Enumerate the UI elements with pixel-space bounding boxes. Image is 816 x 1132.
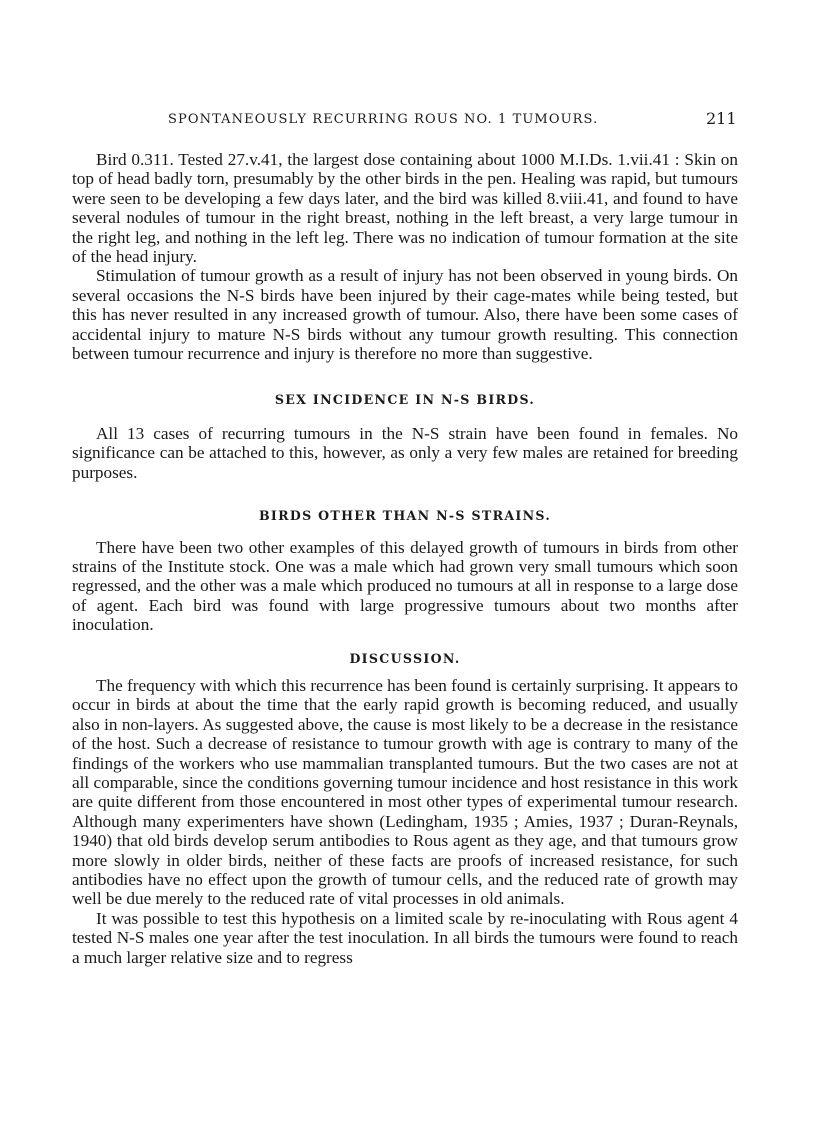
paragraph-discussion-1: The frequency with which this recurrence has been found is certainly surprising. It appears to occur in birds at about the time that the early rapid growth is becoming reduced, and usually also in non-layers. As suggested above, the cause is most likely to be a decrease in the resistance of the host. Such a decrease of resistance to tumour growth with age is contrary to many of the findings of the workers who use mammalian transplanted tumours. But the two cases are not at all comparable, since the conditions governing tumour incidence and host resistance in this work are quite different from those encountered in most other types of experimental tumour research. Although many experimenters have shown (Ledingham, 1935 ; Amies, 1937 ; Duran-Reynals, 1940) that old birds develop serum antibodies to Rous agent as they age, and that tumours grow more slowly in older birds, neither of these facts are proofs of increased resistance, for such antibodies have no effect upon the growth of tumour cells, and the reduced rate of growth may well be due merely to the reduced rate of vital processes in old animals. (72, 675, 738, 909)
running-header (0, 109, 816, 134)
paragraph-bird-0311: Bird 0.311. Tested 27.v.41, the largest dose containing about 1000 M.I.Ds. 1.vii.41 : Skin on top of head badly torn, presumably by the other birds in the pen. Healing was rapid, but tumours were seen to be developing a few days later, and the bird was killed 8.viii.41, and found to have several nodules of tumour in the right breast, nothing in the left breast, a very large tumour in the right leg, and nothing in the left leg. There was no indication of tumour formation at the site of the head injury. (72, 150, 738, 267)
heading-discussion: DISCUSSION. (349, 650, 461, 666)
paragraph-stimulation: Stimulation of tumour growth as a result of injury has not been observed in young birds. On several occasions the N-S birds have been injured by their cage-mates while being tested, but this has never resulted in any increased growth of tumour. Also, there have been some cases of accidental injury to mature N-S birds without any tumour growth resulting. This connection between tumour recurrence and injury is therefore no more than suggestive. (72, 266, 738, 364)
page-number: 211 (706, 109, 737, 128)
article-body (72, 150, 738, 967)
heading-other-strains: BIRDS OTHER THAN N-S STRAINS. (258, 508, 552, 524)
paragraph-other-strains: There have been two other examples of this delayed growth of tumours in birds from other strains of the Institute stock. One was a male which had grown very small tumours which soon regressed, and the other was a male which produced no tumours at all in response to a large dose of agent. Each bird was found with large progressive tumours about two months after inoculation. (72, 537, 738, 635)
running-title: SPONTANEOUSLY RECURRING ROUS NO. 1 TUMOURS. (168, 112, 599, 127)
paragraph-sex-incidence: All 13 cases of recurring tumours in the N-S strain have been found in females. No significance can be attached to this, however, as only a very few males are retained for breeding purposes. (72, 423, 738, 482)
paragraph-discussion-2: It was possible to test this hypothesis on a limited scale by re-inoculating with Rous agent 4 tested N-S males one year after the test inoculation. In all birds the tumours were found to reach a much larger relative size and to regress (72, 908, 738, 967)
heading-sex-incidence: SEX INCIDENCE IN N-S BIRDS. (274, 392, 536, 408)
